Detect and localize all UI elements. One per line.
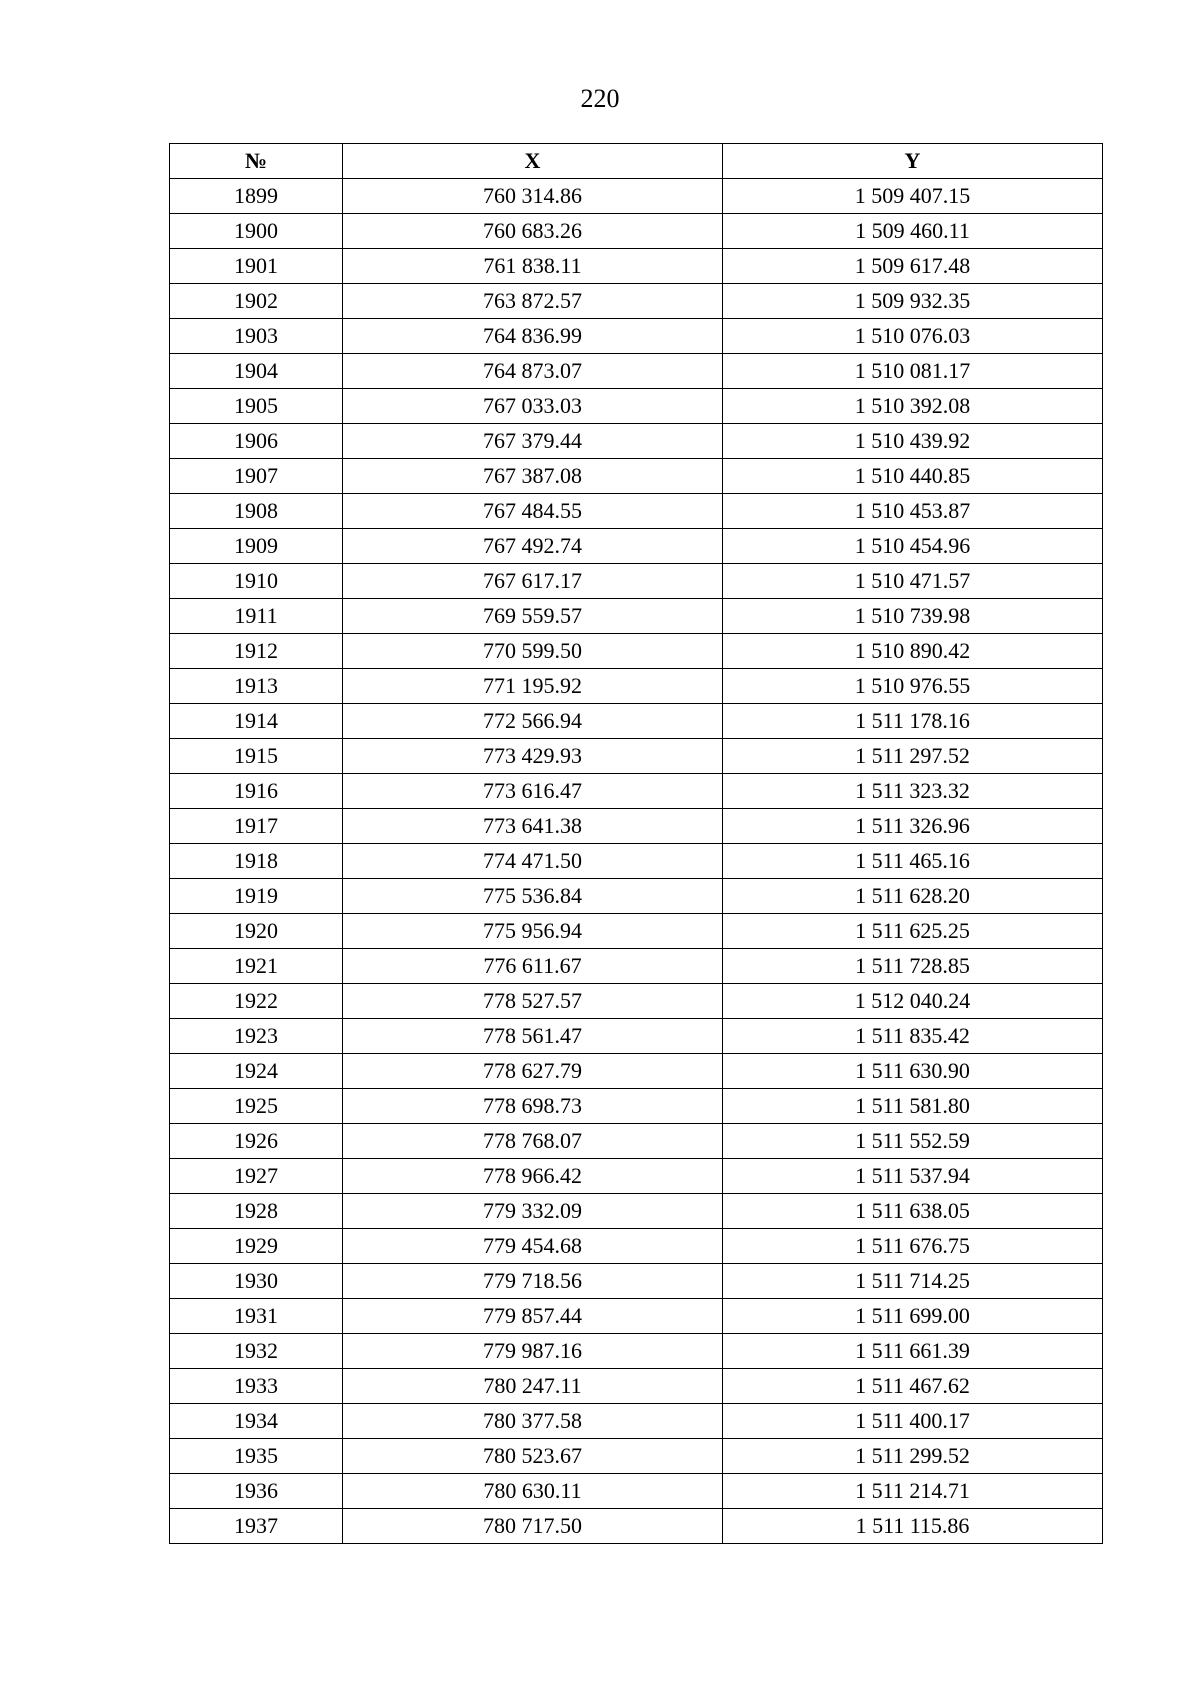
table-row <box>170 1439 1103 1474</box>
x-coordinate-cell: 764 873.07 <box>343 354 723 389</box>
page-number: 220 <box>580 84 620 113</box>
y-coordinate-cell: 1 510 440.85 <box>723 459 1103 494</box>
y-coordinate-cell: 1 511 728.85 <box>723 949 1103 984</box>
y-coordinate-cell: 1 511 581.80 <box>723 1089 1103 1124</box>
y-coordinate-cell: 1 510 890.42 <box>723 634 1103 669</box>
point-number-cell: 1906 <box>170 424 343 459</box>
point-number-cell: 1921 <box>170 949 343 984</box>
table-row <box>170 809 1103 844</box>
point-number-cell: 1931 <box>170 1299 343 1334</box>
y-coordinate-cell: 1 511 714.25 <box>723 1264 1103 1299</box>
x-coordinate-cell: 774 471.50 <box>343 844 723 879</box>
y-coordinate-cell: 1 511 628.20 <box>723 879 1103 914</box>
column-header-y: Y <box>723 144 1103 179</box>
column-header-x: X <box>343 144 723 179</box>
point-number-cell: 1936 <box>170 1474 343 1509</box>
table-row <box>170 1264 1103 1299</box>
table-row <box>170 1509 1103 1544</box>
point-number-cell: 1913 <box>170 669 343 704</box>
table-row <box>170 739 1103 774</box>
x-coordinate-cell: 778 966.42 <box>343 1159 723 1194</box>
point-number-cell: 1903 <box>170 319 343 354</box>
y-coordinate-cell: 1 511 214.71 <box>723 1474 1103 1509</box>
y-coordinate-cell: 1 511 178.16 <box>723 704 1103 739</box>
x-coordinate-cell: 773 616.47 <box>343 774 723 809</box>
x-coordinate-cell: 767 379.44 <box>343 424 723 459</box>
point-number-cell: 1915 <box>170 739 343 774</box>
point-number-cell: 1923 <box>170 1019 343 1054</box>
y-coordinate-cell: 1 509 617.48 <box>723 249 1103 284</box>
point-number-cell: 1933 <box>170 1369 343 1404</box>
y-coordinate-cell: 1 511 326.96 <box>723 809 1103 844</box>
x-coordinate-cell: 780 523.67 <box>343 1439 723 1474</box>
x-coordinate-cell: 772 566.94 <box>343 704 723 739</box>
y-coordinate-cell: 1 511 465.16 <box>723 844 1103 879</box>
table-row <box>170 529 1103 564</box>
point-number-cell: 1934 <box>170 1404 343 1439</box>
point-number-cell: 1909 <box>170 529 343 564</box>
y-coordinate-cell: 1 511 115.86 <box>723 1509 1103 1544</box>
x-coordinate-cell: 761 838.11 <box>343 249 723 284</box>
point-number-cell: 1911 <box>170 599 343 634</box>
y-coordinate-cell: 1 511 835.42 <box>723 1019 1103 1054</box>
table-row <box>170 844 1103 879</box>
table-row <box>170 634 1103 669</box>
x-coordinate-cell: 779 987.16 <box>343 1334 723 1369</box>
table-header <box>170 144 1103 179</box>
table-row <box>170 669 1103 704</box>
x-coordinate-cell: 760 683.26 <box>343 214 723 249</box>
point-number-cell: 1901 <box>170 249 343 284</box>
y-coordinate-cell: 1 511 699.00 <box>723 1299 1103 1334</box>
point-number-cell: 1929 <box>170 1229 343 1264</box>
y-coordinate-cell: 1 510 392.08 <box>723 389 1103 424</box>
point-number-cell: 1916 <box>170 774 343 809</box>
x-coordinate-cell: 764 836.99 <box>343 319 723 354</box>
table-row <box>170 1159 1103 1194</box>
point-number-cell: 1926 <box>170 1124 343 1159</box>
y-coordinate-cell: 1 511 297.52 <box>723 739 1103 774</box>
y-coordinate-cell: 1 510 471.57 <box>723 564 1103 599</box>
y-coordinate-cell: 1 511 400.17 <box>723 1404 1103 1439</box>
table-row <box>170 879 1103 914</box>
y-coordinate-cell: 1 511 323.32 <box>723 774 1103 809</box>
table-row <box>170 214 1103 249</box>
table-row <box>170 1474 1103 1509</box>
point-number-cell: 1928 <box>170 1194 343 1229</box>
table-row <box>170 1019 1103 1054</box>
table-row <box>170 354 1103 389</box>
table-row <box>170 1054 1103 1089</box>
x-coordinate-cell: 767 492.74 <box>343 529 723 564</box>
x-coordinate-cell: 760 314.86 <box>343 179 723 214</box>
table-row <box>170 564 1103 599</box>
table-row <box>170 1369 1103 1404</box>
point-number-cell: 1930 <box>170 1264 343 1299</box>
table-body <box>170 179 1103 1544</box>
x-coordinate-cell: 770 599.50 <box>343 634 723 669</box>
x-coordinate-cell: 767 387.08 <box>343 459 723 494</box>
table-row <box>170 319 1103 354</box>
table-row <box>170 1194 1103 1229</box>
x-coordinate-cell: 775 956.94 <box>343 914 723 949</box>
x-coordinate-cell: 778 768.07 <box>343 1124 723 1159</box>
table-row <box>170 459 1103 494</box>
y-coordinate-cell: 1 511 537.94 <box>723 1159 1103 1194</box>
point-number-cell: 1899 <box>170 179 343 214</box>
point-number-cell: 1900 <box>170 214 343 249</box>
y-coordinate-cell: 1 510 453.87 <box>723 494 1103 529</box>
x-coordinate-cell: 771 195.92 <box>343 669 723 704</box>
table-row <box>170 424 1103 459</box>
y-coordinate-cell: 1 511 630.90 <box>723 1054 1103 1089</box>
y-coordinate-cell: 1 511 638.05 <box>723 1194 1103 1229</box>
y-coordinate-cell: 1 511 552.59 <box>723 1124 1103 1159</box>
point-number-cell: 1907 <box>170 459 343 494</box>
y-coordinate-cell: 1 509 932.35 <box>723 284 1103 319</box>
column-header-number: № <box>170 144 343 179</box>
table-row <box>170 774 1103 809</box>
y-coordinate-cell: 1 511 467.62 <box>723 1369 1103 1404</box>
y-coordinate-cell: 1 512 040.24 <box>723 984 1103 1019</box>
table-row <box>170 914 1103 949</box>
point-number-cell: 1922 <box>170 984 343 1019</box>
x-coordinate-cell: 763 872.57 <box>343 284 723 319</box>
x-coordinate-cell: 780 377.58 <box>343 1404 723 1439</box>
x-coordinate-cell: 775 536.84 <box>343 879 723 914</box>
x-coordinate-cell: 779 332.09 <box>343 1194 723 1229</box>
y-coordinate-cell: 1 510 976.55 <box>723 669 1103 704</box>
point-number-cell: 1937 <box>170 1509 343 1544</box>
point-number-cell: 1918 <box>170 844 343 879</box>
coordinates-table <box>169 143 1103 1544</box>
x-coordinate-cell: 767 033.03 <box>343 389 723 424</box>
y-coordinate-cell: 1 509 407.15 <box>723 179 1103 214</box>
table-row <box>170 389 1103 424</box>
y-coordinate-cell: 1 510 739.98 <box>723 599 1103 634</box>
table-row <box>170 1229 1103 1264</box>
table-row <box>170 284 1103 319</box>
point-number-cell: 1920 <box>170 914 343 949</box>
x-coordinate-cell: 773 641.38 <box>343 809 723 844</box>
x-coordinate-cell: 769 559.57 <box>343 599 723 634</box>
x-coordinate-cell: 778 527.57 <box>343 984 723 1019</box>
x-coordinate-cell: 779 857.44 <box>343 1299 723 1334</box>
x-coordinate-cell: 767 484.55 <box>343 494 723 529</box>
table-row <box>170 1299 1103 1334</box>
x-coordinate-cell: 778 627.79 <box>343 1054 723 1089</box>
y-coordinate-cell: 1 510 454.96 <box>723 529 1103 564</box>
table-row <box>170 494 1103 529</box>
table-row <box>170 984 1103 1019</box>
x-coordinate-cell: 779 454.68 <box>343 1229 723 1264</box>
point-number-cell: 1932 <box>170 1334 343 1369</box>
point-number-cell: 1908 <box>170 494 343 529</box>
x-coordinate-cell: 778 698.73 <box>343 1089 723 1124</box>
y-coordinate-cell: 1 511 661.39 <box>723 1334 1103 1369</box>
point-number-cell: 1917 <box>170 809 343 844</box>
x-coordinate-cell: 767 617.17 <box>343 564 723 599</box>
x-coordinate-cell: 780 247.11 <box>343 1369 723 1404</box>
y-coordinate-cell: 1 511 625.25 <box>723 914 1103 949</box>
x-coordinate-cell: 780 630.11 <box>343 1474 723 1509</box>
x-coordinate-cell: 780 717.50 <box>343 1509 723 1544</box>
point-number-cell: 1912 <box>170 634 343 669</box>
point-number-cell: 1902 <box>170 284 343 319</box>
point-number-cell: 1935 <box>170 1439 343 1474</box>
y-coordinate-cell: 1 511 676.75 <box>723 1229 1103 1264</box>
table-row <box>170 949 1103 984</box>
table-row <box>170 1334 1103 1369</box>
table-row <box>170 249 1103 284</box>
table-row <box>170 599 1103 634</box>
table-row <box>170 1404 1103 1439</box>
table-row <box>170 179 1103 214</box>
point-number-cell: 1904 <box>170 354 343 389</box>
y-coordinate-cell: 1 510 076.03 <box>723 319 1103 354</box>
x-coordinate-cell: 776 611.67 <box>343 949 723 984</box>
point-number-cell: 1914 <box>170 704 343 739</box>
point-number-cell: 1919 <box>170 879 343 914</box>
y-coordinate-cell: 1 510 081.17 <box>723 354 1103 389</box>
point-number-cell: 1910 <box>170 564 343 599</box>
y-coordinate-cell: 1 510 439.92 <box>723 424 1103 459</box>
x-coordinate-cell: 779 718.56 <box>343 1264 723 1299</box>
point-number-cell: 1927 <box>170 1159 343 1194</box>
table-row <box>170 1089 1103 1124</box>
table-row <box>170 704 1103 739</box>
x-coordinate-cell: 773 429.93 <box>343 739 723 774</box>
point-number-cell: 1924 <box>170 1054 343 1089</box>
point-number-cell: 1905 <box>170 389 343 424</box>
table-row <box>170 1124 1103 1159</box>
x-coordinate-cell: 778 561.47 <box>343 1019 723 1054</box>
y-coordinate-cell: 1 511 299.52 <box>723 1439 1103 1474</box>
y-coordinate-cell: 1 509 460.11 <box>723 214 1103 249</box>
table-header-row <box>170 144 1103 179</box>
point-number-cell: 1925 <box>170 1089 343 1124</box>
